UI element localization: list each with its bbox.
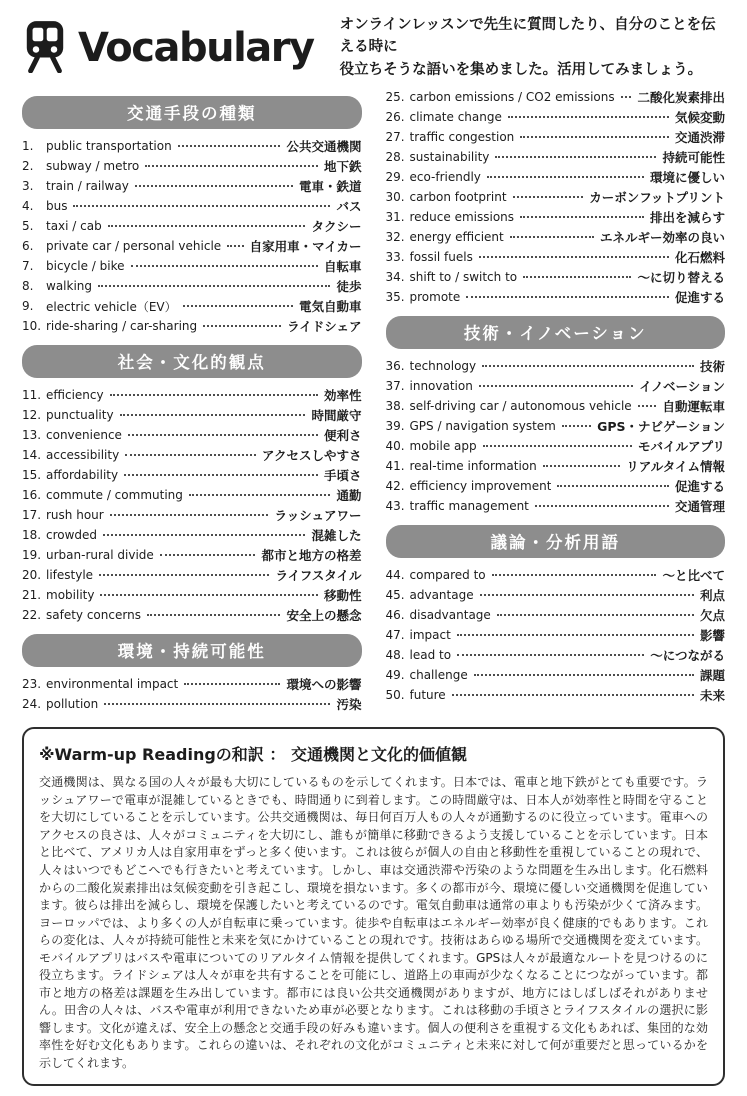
reading-title: ※Warm-up Readingの和訳 ： 交通機関と文化的価値観 — [39, 745, 467, 765]
vocab-term-en: subway / metro — [46, 159, 140, 174]
vocab-number: 12. — [22, 408, 42, 423]
vocab-term-en: public transportation — [46, 139, 172, 154]
dotted-leader — [108, 225, 306, 227]
vocab-translation-ja: 徒歩 — [336, 279, 362, 295]
vocab-translation-ja: 交通管理 — [674, 499, 725, 515]
vocab-translation-ja: 便利さ — [323, 428, 362, 444]
vocab-translation-ja: 促進する — [674, 290, 725, 306]
vocab-row — [22, 256, 362, 276]
vocab-translation-ja: 自転車 — [323, 259, 362, 275]
vocab-term-en: rush hour — [46, 508, 104, 523]
vocab-number: 34. — [385, 270, 405, 285]
section-header: 技術・イノベーション — [386, 316, 726, 349]
vocab-translation-ja: タクシー — [311, 219, 362, 235]
vocab-number: 42. — [385, 479, 405, 494]
dotted-leader — [103, 534, 305, 536]
vocab-row — [22, 236, 362, 256]
vocab-term-en: bus — [46, 199, 68, 214]
dotted-leader — [110, 514, 269, 516]
dotted-leader — [479, 385, 633, 387]
vocab-term-en: compared to — [409, 568, 486, 583]
vocab-term-en: eco-friendly — [409, 170, 481, 185]
vocab-number: 28. — [385, 150, 405, 165]
vocab-row — [386, 645, 726, 665]
vocab-number: 37. — [385, 379, 405, 394]
vocab-term-en: convenience — [46, 428, 122, 443]
vocab-number: 32. — [385, 230, 405, 245]
vocab-term-en: electric vehicle（EV） — [46, 299, 177, 314]
vocab-term-en: advantage — [409, 588, 474, 603]
vocab-row — [22, 545, 362, 565]
vocab-row — [386, 565, 726, 585]
vocab-number: 18. — [22, 528, 42, 543]
vocab-number: 46. — [385, 608, 405, 623]
vocab-row — [22, 316, 362, 336]
vocab-number: 19. — [22, 548, 42, 563]
dotted-leader — [184, 683, 280, 685]
dotted-leader — [638, 405, 657, 407]
dotted-leader — [160, 554, 256, 556]
vocab-number: 35. — [385, 290, 405, 305]
vocab-translation-ja: 化石燃料 — [674, 250, 725, 266]
vocab-translation-ja: 課題 — [699, 668, 725, 684]
vocab-number: 9. — [22, 299, 34, 314]
dotted-leader — [110, 394, 318, 396]
vocab-translation-ja: ～と比べて — [662, 568, 725, 584]
dotted-leader — [183, 305, 293, 307]
dotted-leader — [557, 485, 669, 487]
vocab-number: 16. — [22, 488, 42, 503]
vocab-number: 5. — [22, 219, 34, 234]
vocab-translation-ja: ライフスタイル — [275, 568, 362, 584]
vocab-number: 15. — [22, 468, 42, 483]
vocab-row — [386, 436, 726, 456]
vocab-number: 24. — [22, 697, 42, 712]
vocab-number: 43. — [385, 499, 405, 514]
vocab-number: 49. — [385, 668, 405, 683]
vocab-row — [22, 605, 362, 625]
vocab-translation-ja: 環境への影響 — [286, 677, 362, 693]
vocab-translation-ja: 未来 — [699, 688, 725, 704]
vocab-row — [386, 287, 726, 307]
vocab-number: 47. — [385, 628, 405, 643]
vocab-translation-ja: 促進する — [674, 479, 725, 495]
vocab-row — [22, 296, 362, 316]
vocab-row — [386, 127, 726, 147]
vocab-row — [386, 665, 726, 685]
vocab-row — [22, 485, 362, 505]
vocab-term-en: impact — [409, 628, 451, 643]
dotted-leader — [135, 185, 293, 187]
vocab-term-en: challenge — [409, 668, 468, 683]
vocab-term-en: GPS / navigation system — [409, 419, 556, 434]
dotted-leader — [480, 594, 694, 596]
vocab-term-en: accessibility — [46, 448, 120, 463]
vocab-row — [386, 87, 726, 107]
dotted-leader — [124, 474, 318, 476]
page-title: Vocabulary — [78, 24, 314, 71]
vocab-translation-ja: バス — [336, 199, 362, 215]
vocab-row — [386, 207, 726, 227]
dotted-leader — [482, 365, 694, 367]
vocab-translation-ja: イノベーション — [639, 379, 725, 395]
vocab-row — [22, 405, 362, 425]
vocab-translation-ja: 自家用車・マイカー — [249, 239, 362, 255]
warmup-reading-box — [22, 727, 725, 1086]
dotted-leader — [73, 205, 330, 207]
vocab-number: 26. — [385, 110, 405, 125]
vocab-translation-ja: 安全上の懸念 — [286, 608, 362, 624]
reading-body: 交通機関は、異なる国の人々が最も大切にしているものを示してくれます。日本では、電車と地下鉄がとても重要です。ラッシュアワーで電車が混雑しているときでも、時間通りに到着します。この時間厳守は、日本人が効率性と時間を守ることを大切にしていることを示しています。公共交通機関は、毎日何百万人もの人々が通勤するのに役立っています。電車へのアクセスの良さは、人々がコミュニティを大切にし、誰もが簡単に移動できるよう支援していることを示しています。日本と比べて、アメリカ人は自家用車をずっと多く使います。これは彼らが個人の自由と移動性を重視していることの現れで、人々はいつでもどこへでも行きたいと考えています。しかし、車は交通渋滞や汚染のような問題を生み出します。化石燃料からの二酸化炭素排出は気候変動を引き起こし、環境を損ないます。多くの都市が今、環境に優しい交通機関を促進しています。彼らは排出を減らし、環境を保護したいと考えているのです。電気自動車は通常の車よりも汚染が少くて済みます。ヨーロッパでは、より多くの人が自転車に乗っています。徒歩や自転車はエネルギー効率が良く健康的でもあります。これらの変化は、人々が持続可能性と未来を気にかけていることの現れです。技術はあらゆる場所で交通機関を変えています。モバイルアプリはバスや電車についてのリアルタイム情報を提供してくれます。GPSは人々が最適なルートを見つけるのに役立ちます。ライドシェアは人々が車を共有することを可能にし、道路上の車両が少なくなることにつながっています。都市と地方の格差は課題を生み出しています。都市には良い公共交通機関がありますが、地方にはしばしばそれがありません。田舎の人々は、バスや電車が利用できないため車が必要となります。これは移動の手頃さとライフスタイルの選択に影響します。文化が違えば、安全上の懸念と交通手段の好みも違います。個人の便利さを重視する文化もあれば、集団的な効率性を好む文化もあります。これらの違いは、それぞれの文化がコミュニティと未来に対して何が重要だと思っているかを示してくれます。 — [39, 775, 708, 1070]
vocab-number: 3. — [22, 179, 34, 194]
dotted-leader — [510, 236, 594, 238]
vocab-term-en: traffic management — [409, 499, 529, 514]
vocab-number: 45. — [385, 588, 405, 603]
dotted-leader — [497, 614, 694, 616]
vocab-row — [386, 396, 726, 416]
vocab-number: 27. — [385, 130, 405, 145]
vocab-number: 30. — [385, 190, 405, 205]
vocab-number: 40. — [385, 439, 405, 454]
dotted-leader — [189, 494, 331, 496]
logo — [22, 19, 314, 77]
vocab-translation-ja: 都市と地方の格差 — [261, 548, 362, 564]
vocab-row — [22, 136, 362, 156]
dotted-leader — [621, 96, 632, 98]
vocab-term-en: promote — [409, 290, 461, 305]
vocab-translation-ja: 電車・鉄道 — [298, 179, 362, 195]
vocab-row — [22, 445, 362, 465]
vocab-translation-ja: カーボンフットプリント — [589, 190, 725, 206]
vocab-term-en: affordability — [46, 468, 119, 483]
vocab-translation-ja: 時間厳守 — [311, 408, 362, 424]
section-header: 環境・持続可能性 — [22, 634, 362, 667]
vocab-columns — [22, 87, 725, 714]
vocab-translation-ja: 公共交通機関 — [286, 139, 362, 155]
dotted-leader — [523, 276, 631, 278]
vocab-term-en: carbon footprint — [409, 190, 507, 205]
vocab-translation-ja: 排出を減らす — [649, 210, 725, 226]
vocab-number: 2. — [22, 159, 34, 174]
vocab-row — [22, 276, 362, 296]
dotted-leader — [100, 594, 318, 596]
vocab-number: 29. — [385, 170, 405, 185]
vocab-number: 17. — [22, 508, 42, 523]
vocab-column-right — [386, 87, 726, 714]
vocab-number: 33. — [385, 250, 405, 265]
vocab-translation-ja: 持続可能性 — [662, 150, 725, 166]
vocab-number: 23. — [22, 677, 42, 692]
section-header: 交通手段の種類 — [22, 96, 362, 129]
vocab-term-en: private car / personal vehicle — [46, 239, 222, 254]
vocab-translation-ja: 気候変動 — [674, 110, 725, 126]
vocab-term-en: sustainability — [409, 150, 490, 165]
vocab-term-en: carbon emissions / CO2 emissions — [409, 90, 615, 105]
vocab-term-en: urban-rural divide — [46, 548, 154, 563]
vocab-row — [386, 227, 726, 247]
vocab-term-en: ride-sharing / car-sharing — [46, 319, 198, 334]
vocab-term-en: taxi / cab — [46, 219, 102, 234]
vocab-row — [386, 147, 726, 167]
vocab-number: 36. — [385, 359, 405, 374]
vocab-translation-ja: ～に切り替える — [637, 270, 725, 286]
dotted-leader — [104, 703, 330, 705]
vocab-term-en: efficiency — [46, 388, 104, 403]
vocab-term-en: lifestyle — [46, 568, 94, 583]
vocab-number: 39. — [385, 419, 405, 434]
header-description-line1: オンラインレッスンで先生に質問したり、自分のことを伝える時に — [339, 17, 716, 56]
vocab-term-en: safety concerns — [46, 608, 141, 623]
dotted-leader — [495, 156, 656, 158]
vocab-number: 20. — [22, 568, 42, 583]
dotted-leader — [508, 116, 669, 118]
header-description — [340, 14, 725, 81]
vocab-row — [22, 465, 362, 485]
vocab-number: 10. — [22, 319, 42, 334]
vocab-translation-ja: 効率性 — [323, 388, 362, 404]
vocab-term-en: technology — [409, 359, 477, 374]
vocab-number: 13. — [22, 428, 42, 443]
vocab-number: 11. — [22, 388, 42, 403]
vocab-term-en: reduce emissions — [409, 210, 515, 225]
vocab-row — [22, 385, 362, 405]
vocab-translation-ja: ラッシュアワー — [274, 508, 362, 524]
dotted-leader — [535, 505, 669, 507]
vocab-term-en: climate change — [409, 110, 502, 125]
dotted-leader — [492, 574, 657, 576]
vocab-term-en: lead to — [409, 648, 452, 663]
vocab-row — [386, 456, 726, 476]
vocab-term-en: crowded — [46, 528, 98, 543]
vocab-number: 7. — [22, 259, 34, 274]
vocab-translation-ja: 電気自動車 — [298, 299, 362, 315]
vocab-row — [22, 525, 362, 545]
vocab-column-left — [22, 87, 362, 714]
dotted-leader — [203, 325, 281, 327]
vocab-term-en: mobility — [46, 588, 95, 603]
vocab-row — [22, 674, 362, 694]
vocab-term-en: train / railway — [46, 179, 129, 194]
dotted-leader — [487, 176, 644, 178]
vocab-translation-ja: 環境に優しい — [649, 170, 725, 186]
vocab-number: 21. — [22, 588, 42, 603]
vocab-number: 14. — [22, 448, 42, 463]
header-description-line2: 役立ちそうな語いを集めました。活用してみましょう。 — [339, 61, 703, 78]
vocab-row — [386, 167, 726, 187]
vocab-translation-ja: 混雑した — [311, 528, 362, 544]
vocab-term-en: innovation — [409, 379, 473, 394]
vocab-term-en: future — [409, 688, 446, 703]
vocab-row — [22, 176, 362, 196]
vocab-row — [22, 694, 362, 714]
vocab-number: 1. — [22, 139, 34, 154]
vocab-row — [386, 267, 726, 287]
vocab-term-en: bicycle / bike — [46, 259, 125, 274]
dotted-leader — [513, 196, 584, 198]
dotted-leader — [98, 285, 330, 287]
dotted-leader — [457, 654, 644, 656]
vocab-translation-ja: 技術 — [699, 359, 725, 375]
vocab-number: 25. — [385, 90, 405, 105]
section-header: 社会・文化的観点 — [22, 345, 362, 378]
dotted-leader — [520, 216, 644, 218]
vocab-row — [386, 187, 726, 207]
vocab-row — [22, 196, 362, 216]
vocab-number: 31. — [385, 210, 405, 225]
vocab-row — [386, 356, 726, 376]
vocab-translation-ja: 汚染 — [336, 697, 362, 713]
vocab-row — [22, 156, 362, 176]
vocab-number: 8. — [22, 279, 34, 294]
dotted-leader — [520, 136, 669, 138]
vocab-number: 41. — [385, 459, 405, 474]
dotted-leader — [483, 445, 632, 447]
vocab-translation-ja: 通勤 — [336, 488, 362, 504]
dotted-leader — [466, 296, 669, 298]
dotted-leader — [474, 674, 694, 676]
vocab-number: 50. — [385, 688, 405, 703]
vocab-row — [386, 247, 726, 267]
vocab-row — [386, 625, 726, 645]
vocab-translation-ja: 手頃さ — [323, 468, 362, 484]
vocab-translation-ja: モバイルアプリ — [637, 439, 725, 455]
vocab-term-en: energy efficient — [409, 230, 504, 245]
vocab-number: 6. — [22, 239, 34, 254]
vocab-translation-ja: 影響 — [699, 628, 725, 644]
vocab-term-en: environmental impact — [46, 677, 179, 692]
vocab-term-en: punctuality — [46, 408, 114, 423]
dotted-leader — [99, 574, 269, 576]
vocab-row — [386, 107, 726, 127]
vocab-term-en: walking — [46, 279, 93, 294]
vocab-number: 44. — [385, 568, 405, 583]
vocab-translation-ja: ライドシェア — [287, 319, 362, 335]
vocab-number: 4. — [22, 199, 34, 214]
vocab-term-en: shift to / switch to — [409, 270, 518, 285]
dotted-leader — [128, 434, 318, 436]
vocab-term-en: fossil fuels — [409, 250, 473, 265]
vocab-number: 48. — [385, 648, 405, 663]
vocab-row — [386, 585, 726, 605]
vocab-translation-ja: 二酸化炭素排出 — [637, 90, 725, 106]
vocab-term-en: traffic congestion — [409, 130, 515, 145]
vocab-translation-ja: 地下鉄 — [323, 159, 362, 175]
vocab-row — [22, 505, 362, 525]
vocab-term-en: real-time information — [409, 459, 537, 474]
vocab-number: 38. — [385, 399, 405, 414]
vocab-row — [22, 585, 362, 605]
vocab-translation-ja: GPS・ナビゲーション — [597, 419, 725, 435]
vocab-translation-ja: 欠点 — [699, 608, 725, 624]
dotted-leader — [131, 265, 318, 267]
vocab-row — [22, 425, 362, 445]
dotted-leader — [227, 245, 243, 247]
vocab-row — [386, 605, 726, 625]
vocab-translation-ja: アクセスしやすさ — [261, 448, 362, 464]
vocab-translation-ja: 移動性 — [323, 588, 362, 604]
section-header: 議論・分析用語 — [386, 525, 726, 558]
vocab-row — [22, 216, 362, 236]
vocab-term-en: self-driving car / autonomous vehicle — [409, 399, 632, 414]
dotted-leader — [479, 256, 669, 258]
dotted-leader — [457, 634, 694, 636]
vocab-row — [386, 685, 726, 705]
vocab-translation-ja: 交通渋滞 — [674, 130, 725, 146]
dotted-leader — [543, 465, 620, 467]
dotted-leader — [452, 694, 694, 696]
vocab-row — [22, 565, 362, 585]
dotted-leader — [145, 165, 318, 167]
vocab-term-en: mobile app — [409, 439, 477, 454]
vocab-term-en: efficiency improvement — [409, 479, 552, 494]
vocab-translation-ja: ～につながる — [650, 648, 725, 664]
vocab-translation-ja: 利点 — [699, 588, 725, 604]
vocab-translation-ja: リアルタイム情報 — [626, 459, 725, 475]
dotted-leader — [120, 414, 306, 416]
page-header — [22, 6, 725, 87]
vocab-row — [386, 496, 726, 516]
train-icon — [22, 19, 68, 77]
vocab-number: 22. — [22, 608, 42, 623]
vocab-term-en: pollution — [46, 697, 99, 712]
vocab-row — [386, 476, 726, 496]
vocab-translation-ja: 自動運転車 — [662, 399, 725, 415]
vocab-row — [386, 376, 726, 396]
dotted-leader — [125, 454, 256, 456]
vocab-translation-ja: エネルギー効率の良い — [599, 230, 725, 246]
dotted-leader — [562, 425, 591, 427]
vocab-term-en: commute / commuting — [46, 488, 183, 503]
vocab-row — [386, 416, 726, 436]
dotted-leader — [147, 614, 281, 616]
dotted-leader — [178, 145, 281, 147]
vocab-term-en: disadvantage — [409, 608, 491, 623]
